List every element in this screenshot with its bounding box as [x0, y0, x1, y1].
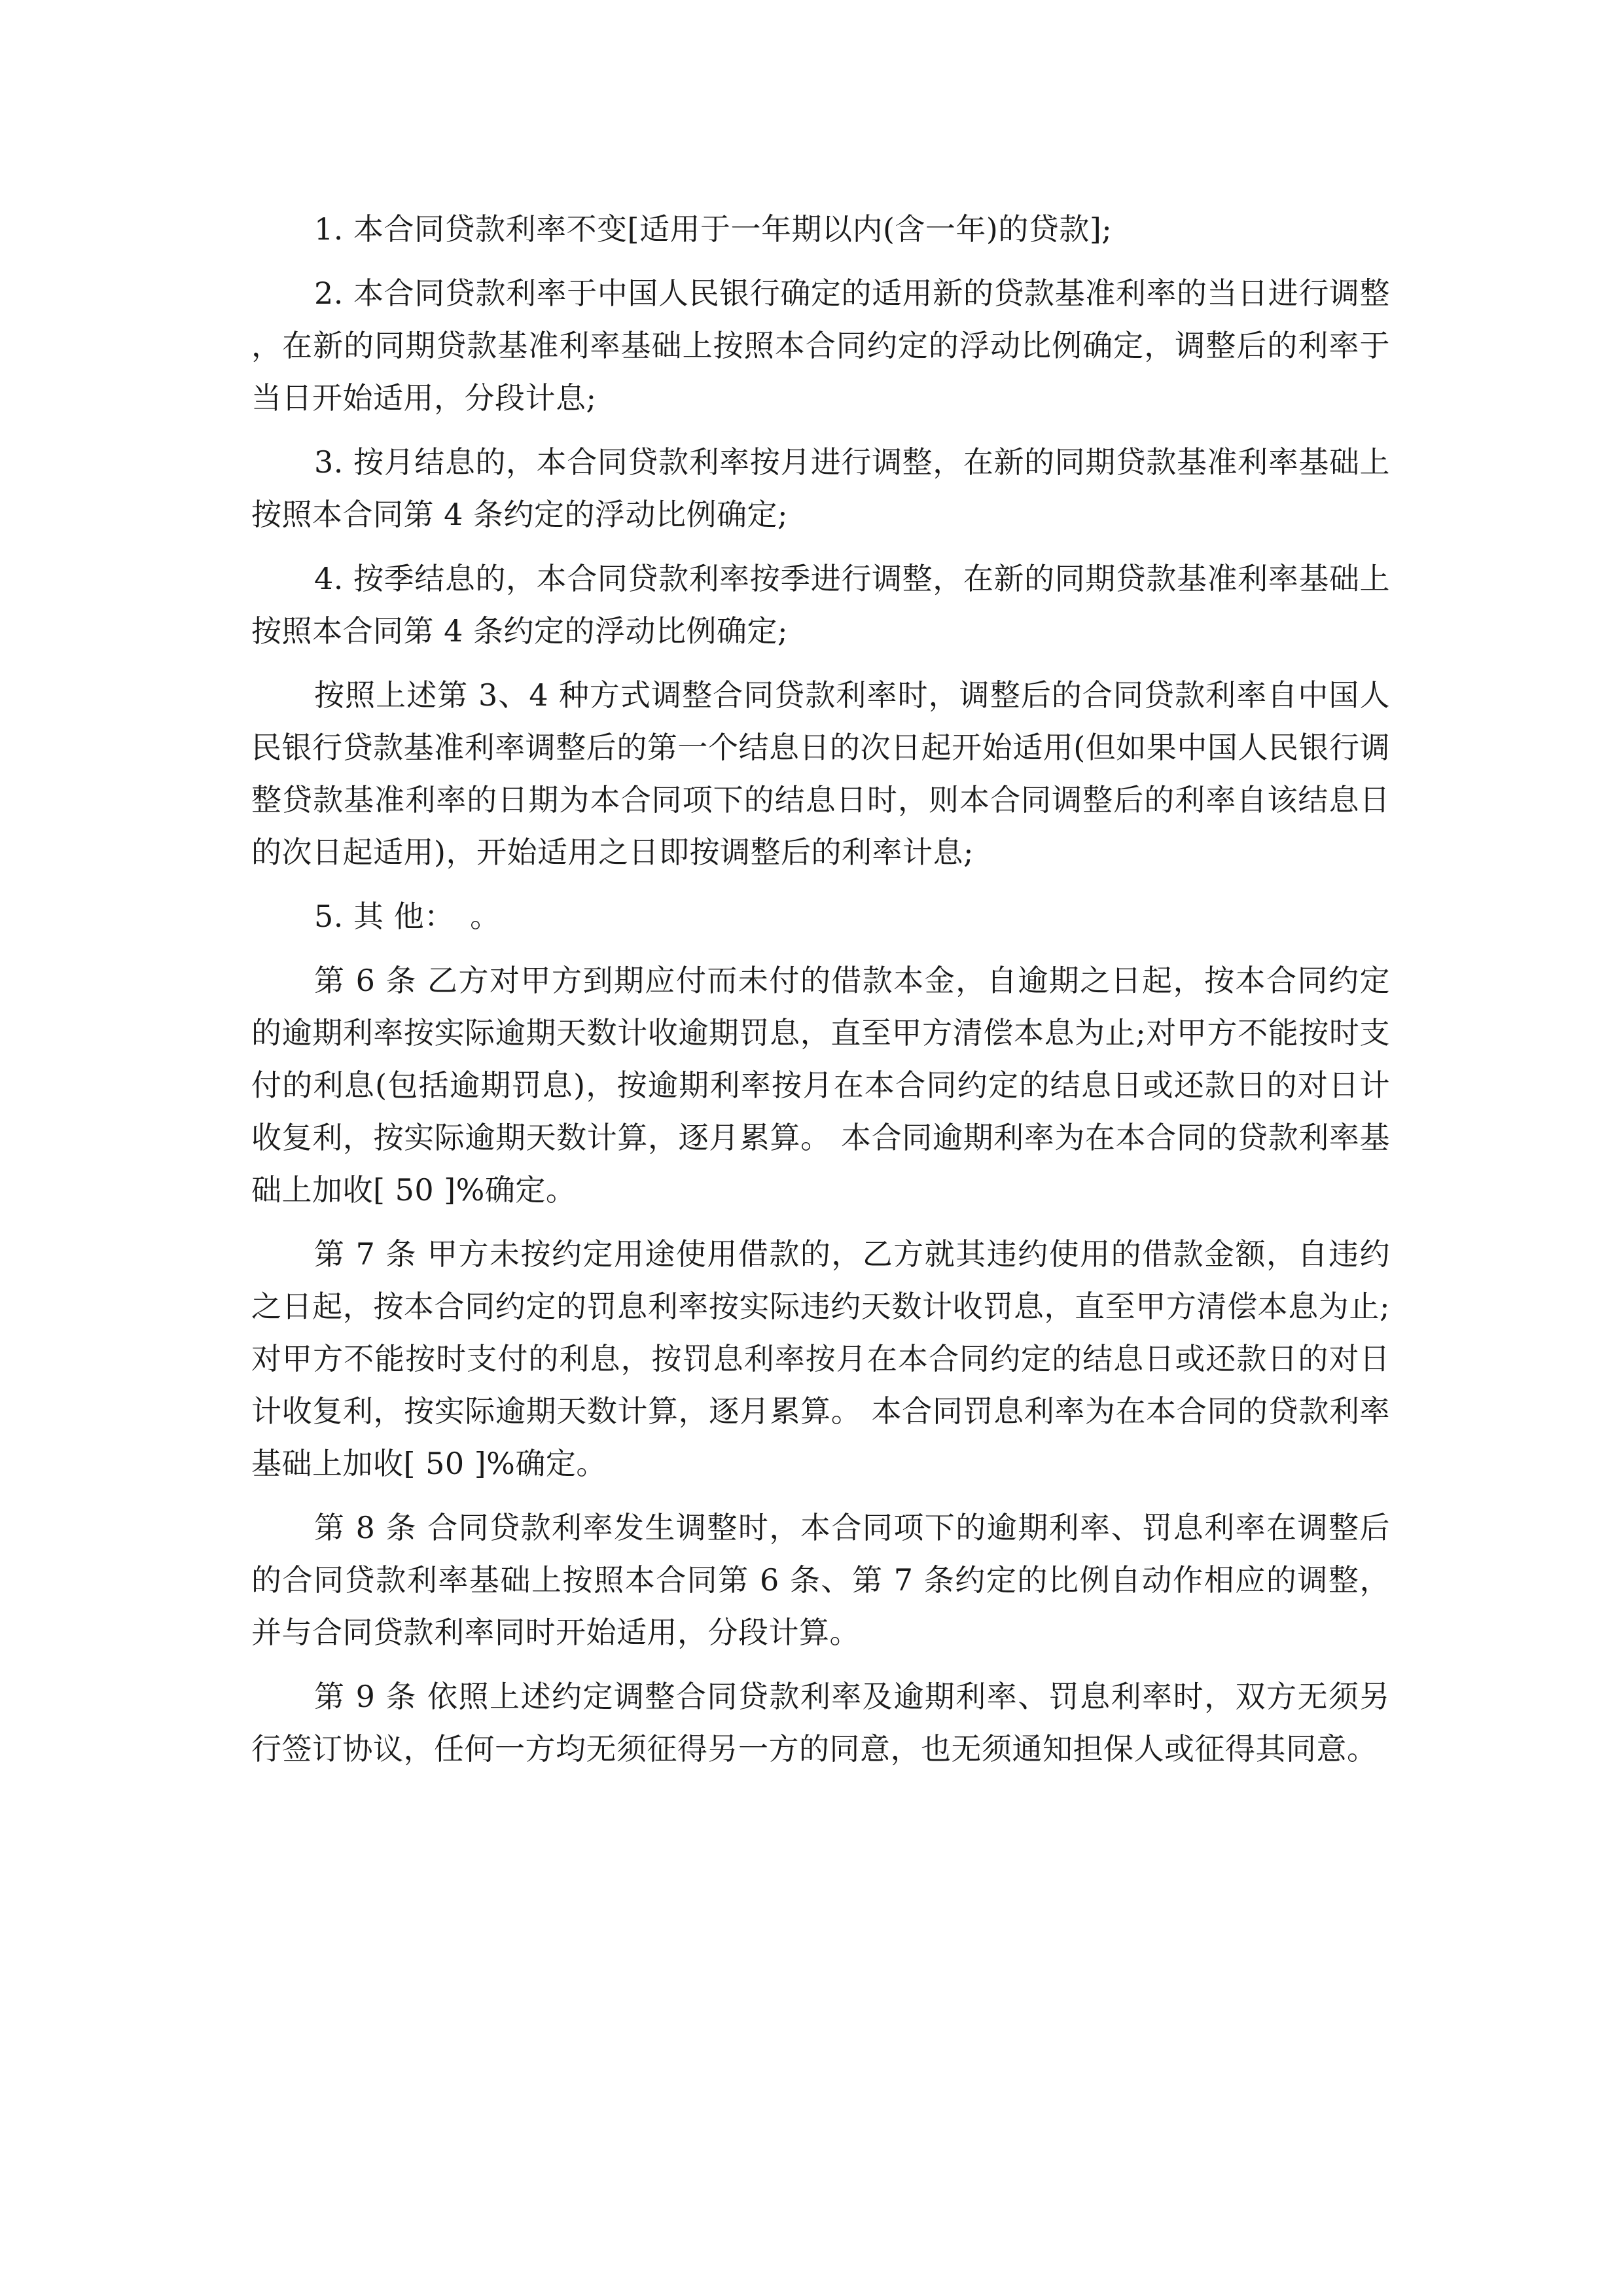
paragraph-item-3: 3. 按月结息的，本合同贷款利率按月进行调整，在新的同期贷款基准利率基础上按照本合同第 4 条约定的浮动比例确定;	[251, 444, 1390, 532]
paragraph-article-8: 第 8 条 合同贷款利率发生调整时，本合同项下的逾期利率、罚息利率在调整后的合同贷款利率基础上按照本合同第 6 条、第 7 条约定的比例自动作相应的调整，并与合同贷款利率同时开始适用，分段计算。	[251, 1510, 1390, 1650]
document-body	[251, 203, 1390, 1787]
paragraph-article-6: 第 6 条 乙方对甲方到期应付而未付的借款本金，自逾期之日起，按本合同约定的逾期利率按实际逾期天数计收逾期罚息，直至甲方清偿本息为止;对甲方不能按时支付的利息(包括逾期罚息)，按逾期利率按月在本合同约定的结息日或还款日的对日计收复利，按实际逾期天数计算，逐月累算。 本合同逾期利率为在本合同的贷款利率基础上加收[ 50 ]%确定。	[251, 963, 1390, 1208]
paragraph-item-1: 1. 本合同贷款利率不变[适用于一年期以内(含一年)的贷款];	[314, 211, 1113, 247]
paragraph-item-4: 4. 按季结息的，本合同贷款利率按季进行调整，在新的同期贷款基准利率基础上按照本合同第 4 条约定的浮动比例确定;	[251, 561, 1390, 649]
paragraph-adjustment-rule: 按照上述第 3、4 种方式调整合同贷款利率时，调整后的合同贷款利率自中国人民银行贷款基准利率调整后的第一个结息日的次日起开始适用(但如果中国人民银行调整贷款基准利率的日期为本合同项下的结息日时，则本合同调整后的利率自该结息日的次日起适用)，开始适用之日即按调整后的利率计息;	[251, 677, 1390, 870]
paragraph-item-5: 5. 其 他： 。	[314, 899, 501, 934]
paragraph-article-9: 第 9 条 依照上述约定调整合同贷款利率及逾期利率、罚息利率时，双方无须另行签订协议，任何一方均无须征得另一方的同意，也无须通知担保人或征得其同意。	[251, 1679, 1390, 1767]
paragraph-item-2: 2. 本合同贷款利率于中国人民银行确定的适用新的贷款基准利率的当日进行调整，在新的同期贷款基准利率基础上按照本合同约定的浮动比例确定，调整后的利率于当日开始适用，分段计息;	[251, 276, 1390, 416]
paragraph-article-7: 第 7 条 甲方未按约定用途使用借款的，乙方就其违约使用的借款金额，自违约之日起，按本合同约定的罚息利率按实际违约天数计收罚息，直至甲方清偿本息为止;对甲方不能按时支付的利息，按罚息利率按月在本合同约定的结息日或还款日的对日计收复利，按实际逾期天数计算，逐月累算。 本合同罚息利率为在本合同的贷款利率基础上加收[ 50 ]%确定。	[251, 1236, 1390, 1481]
